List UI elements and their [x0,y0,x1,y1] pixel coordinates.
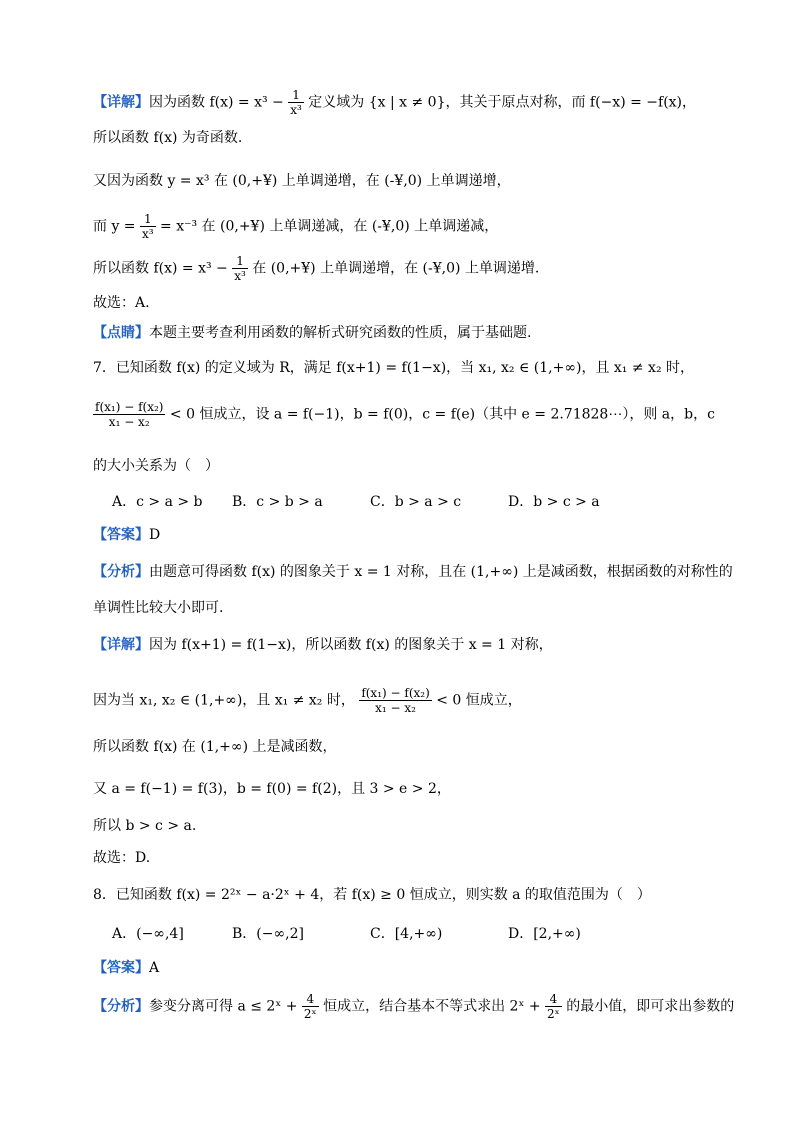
fraction: $\frac{4}{\text{2ˣ}}$ [547,992,560,1021]
comment-line: 【点睛】本题主要考查利用函数的解析式研究函数的性质，属于基础题. [93,325,532,341]
question-7-condition: $\frac{\text{f(x₁) − f(x₂)}}{\text{x₁ − x₂}}$ < 0 恒成立，设 a = f(−1)，b = f(0)，c = f(e)（其中 e = 2.71828⋯），则 a，b，c [95,400,715,429]
text-line: 所以函数 f(x) 为奇函数. [93,130,243,146]
answer-7: 【答案】D [93,527,161,543]
fraction: $\frac{4}{\text{2ˣ}}$ [303,992,317,1021]
detail-7-line-4: 又 a = f(−1) = f(3)，b = f(0) = f(2)，且 3 > e > 2， [93,781,451,797]
option-d: D．b > c > a [508,494,600,510]
text-line: 故选：A. [93,295,150,311]
detail-7-line-1: 【详解】因为 f(x+1) = f(1−x)，所以函数 f(x) 的图象关于 x = 1 对称， [93,637,553,653]
detail-7-line-3: 所以函数 f(x) 在 (1,+∞) 上是减函数， [93,739,337,755]
option-c: C．[4,+∞) [370,926,443,942]
option-a: A．(−∞,4] [112,926,184,942]
option-a: A．c > a > b [112,494,203,510]
detail-7-line-5: 所以 b > c > a. [93,818,197,834]
question-8: 8．已知函数 f(x) = 2²ˣ − a·2ˣ + 4，若 f(x) ≥ 0 恒成立，则实数 a 的取值范围为（ ） [93,887,651,903]
option-b: B．(−∞,2] [232,926,304,942]
text-line: 又因为函数 y = x³ 在 (0,+¥) 上单调递增，在 (-¥,0) 上单调递增， [93,173,511,189]
answer-8: 【答案】A [93,960,160,976]
fraction: $\frac{1}{\text{x³}}$ [234,254,246,283]
comment-tag: 【点睛】 [93,325,149,341]
detail-tag: 【详解】 [93,94,149,111]
analysis-7-line-2: 单调性比较大小即可. [93,600,224,616]
fraction: $\frac{1}{\text{x³}}$ [142,212,154,241]
option-c: C．b > a > c [370,494,462,510]
detail-7-line-6: 故选：D. [93,850,151,866]
question-7-tail: 的大小关系为（ ） [93,458,219,474]
analysis-7-line-1: 【分析】由题意可得函数 f(x) 的图象关于 x = 1 对称，且在 (1,+∞) 上是减函数，根据函数的对称性的 [93,564,733,580]
detail-7-line-2: 因为当 x₁, x₂ ∈ (1,+∞)，且 x₁ ≠ x₂ 时， $\frac{\text{f(x₁) − f(x₂)}}{\text{x₁ − x₂}}$ < 0 恒成立， [93,686,522,715]
text-line: 所以函数 f(x) = x³ − $\frac{1}{\text{x³}}$ 在 (0,+¥) 上单调递增，在 (-¥,0) 上单调递增. [93,254,540,283]
fraction: $\frac{\text{f(x₁) − f(x₂)}}{\text{x₁ − x₂}}$ [361,686,430,715]
fraction: $\frac{\text{f(x₁) − f(x₂)}}{\text{x₁ − x₂}}$ [95,400,164,429]
text-line: 而 y = $\frac{1}{\text{x³}}$ = x⁻³ 在 (0,+¥) 上单调递减，在 (-¥,0) 上单调递减， [93,212,499,241]
option-b: B．c > b > a [232,494,323,510]
option-d: D．[2,+∞) [508,926,581,942]
fraction: $\frac{1}{\text{x³}}$ [290,88,302,117]
analysis-8-line-1: 【分析】参变分离可得 a ≤ 2ˣ + $\frac{4}{\text{2ˣ}}$ 恒成立，结合基本不等式求出 2ˣ + $\frac{4}{\text{2ˣ}}$ 的最小值，即可求出参数的 [93,992,735,1021]
detail-line-1: 【详解】因为函数 f(x) = x³ − $\frac{1}{\text{x³}}$ 定义域为 {x | x ≠ 0}，其关于原点对称，而 f(−x) = −f(x)， [93,88,697,117]
question-7: 7．已知函数 f(x) 的定义域为 R，满足 f(x+1) = f(1−x)，当 x₁, x₂ ∈ (1,+∞)，且 x₁ ≠ x₂ 时， [93,360,695,376]
